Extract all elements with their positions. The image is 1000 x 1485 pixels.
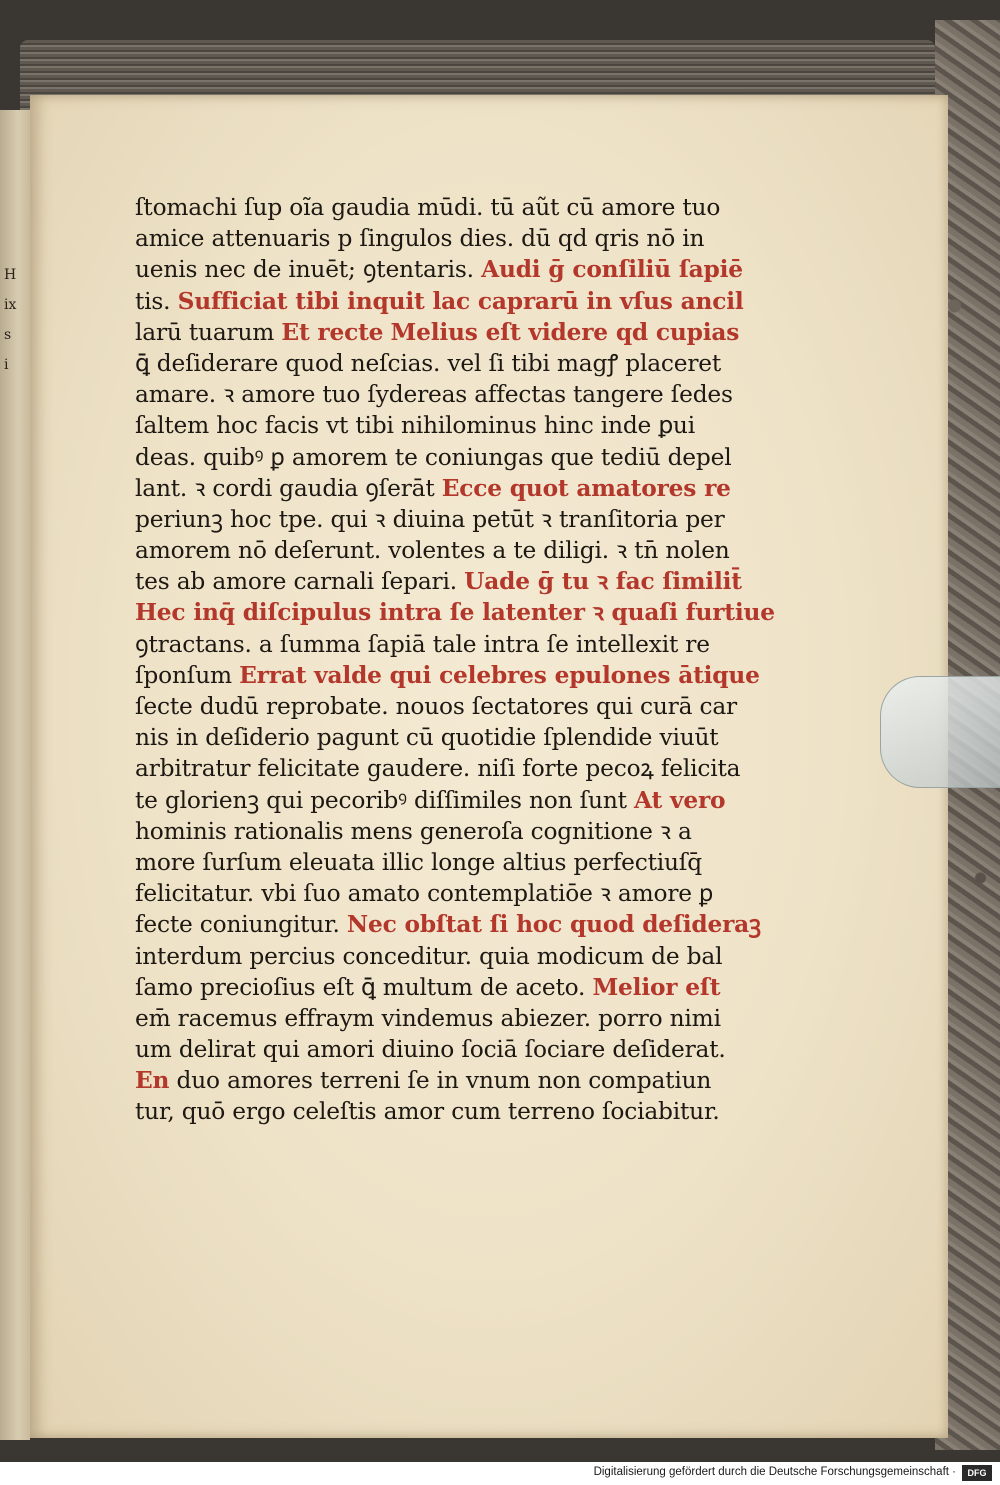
text-line: ſtomachi ſup oĩa gaudia mūdi. tū aũt cū amore tuo [135, 194, 721, 221]
facing-page-fragments [4, 260, 16, 380]
text-line: deas. quibꝰ ꝑ amorem te coniungas que tediū depel [135, 443, 732, 471]
text-line: arbitratur felicitate gaudere. niſi forte pecoꝝ felicita [135, 755, 741, 783]
rubric-initial: Ecce quot amatores re [441, 474, 731, 502]
fragment-3: s [4, 327, 12, 343]
text-line: lant. ꝛ cordi gaudia ꝯſerāt Ecce quot amatores re [135, 474, 731, 502]
rubric-initial: Melius eſt videre qd cupias [390, 318, 740, 346]
text-line: ſponſum Errat valde qui celebres epulones ātique [135, 661, 760, 689]
text-line: fecte coniungitur. Nec obſtat ſi hoc quod deſideraꝫ [135, 911, 761, 939]
rubric-initial: At vero [634, 786, 726, 814]
rubric-initial: Hec inq̄ diſcipulus intra ſe latenter ꝛ quaſi furtiue [135, 599, 775, 627]
rubric-initial: Melior eſt [592, 973, 721, 1001]
text-line: ꝗ̄ deſiderare quod neſcias. vel ſi tibi magꝭ placeret [135, 349, 722, 377]
text-line: amice attenuaris p ſingulos dies. dū qd qris nō in [135, 225, 705, 253]
fragment-2: ix [4, 297, 17, 313]
rubric-initial: Audi ḡ conſiliū ſapiē [481, 256, 743, 284]
text-line: ſecte dudū reprobate. nouos ſectatores qui curā car [135, 693, 737, 720]
text-line: amorem nō deſerunt. volentes a te diligi. ꝛ tn̄ nolen [135, 537, 730, 565]
facing-page-edge [0, 110, 30, 1440]
text-line: tur, quō ergo celeſtis amor cum terreno ſociabitur. [135, 1098, 720, 1126]
rubric-initial: Errat valde qui celebres epulones ātique [239, 661, 760, 689]
rubric-initial: Nec obſtat ſi hoc quod deſideraꝫ [346, 911, 761, 939]
page-clip [880, 676, 1000, 788]
text-line: hominis rationalis mens generoſa cognitione ꝛ a [135, 817, 692, 845]
dfg-logo: DFG [962, 1465, 992, 1481]
text-line: ꝯtractans. a ſumma ſapiā tale intra ſe intellexit re [135, 630, 710, 658]
text-line: tis. Sufficiat tibi inquit lac caprarū in vſus ancil [135, 287, 744, 315]
text-line: uenis nec de inuēt; ꝯtentaris. Audi ḡ conſiliū ſapiē [135, 256, 743, 284]
text-line: larū tuarum Et recte Melius eſt videre qd cupias [135, 318, 740, 346]
rubric-initial: En [135, 1067, 170, 1095]
rubric-initial: Et recte [281, 318, 384, 346]
text-line: En duo amores terreni ſe in vnum non compatiun [135, 1067, 712, 1095]
text-line: more ſurſum eleuata illic longe altius perfectiuſq̄ [135, 848, 702, 876]
text-line: nis in deſiderio pagunt cū quotidie ſplendide viuūt [135, 724, 719, 752]
text-line: ſamo precioſius eſt ꝗ̄ multum de aceto. Melior eſt [135, 973, 721, 1001]
text-line: te glorienꝫ qui pecoribꝰ diſſimiles non ſunt At vero [135, 786, 726, 814]
fragment-4: i [4, 357, 9, 373]
text-line: amare. ꝛ amore tuo ſydereas affectas tangere ſedes [135, 381, 733, 409]
rubric-initial: Uade ḡ tu ꝛ fac ſimilit̄ [464, 568, 742, 596]
text-line: felicitatur. vbi ſuo amato contemplatiōe ꝛ amore ꝑ [135, 880, 714, 908]
text-line: ſaltem hoc facis vt tibi nihilominus hinc inde ꝑui [135, 412, 695, 440]
text-line [135, 597, 775, 628]
text-line: tes ab amore carnali ſepari. Uade ḡ tu ꝛ fac ſimilit̄ [135, 568, 742, 596]
text-line: um delirat qui amori diuino ſociā ſociare deſiderat. [135, 1036, 726, 1064]
text-line: periunꝫ hoc tpe. qui ꝛ diuina petūt ꝛ tranſitoria per [135, 505, 725, 533]
footer-credit: Digitalisierung gefördert durch die Deutsche Forschungsgemeinschaft · [593, 1466, 956, 1478]
fragment-1: H [4, 267, 17, 283]
text-line: interdum percius conceditur. quia modicum de bal [135, 942, 723, 970]
text-line: em̄ racemus effraym vindemus abiezer. porro nimi [135, 1004, 721, 1032]
rubric-initial: Sufficiat tibi inquit lac caprarū in vſus ancil [177, 287, 744, 315]
text-column [135, 192, 775, 1128]
footer-bar [0, 1462, 1000, 1485]
